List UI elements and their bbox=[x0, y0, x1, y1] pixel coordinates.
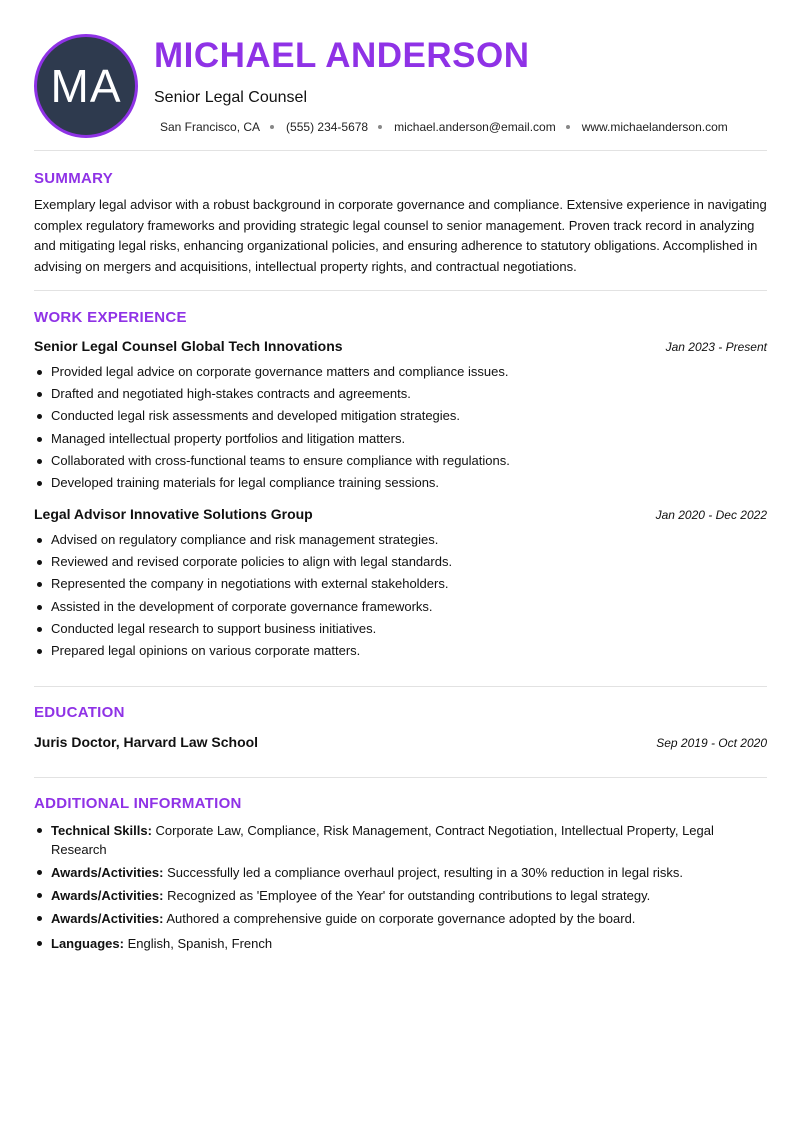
separator-dot-icon bbox=[378, 125, 382, 129]
list-item: Reviewed and revised corporate policies to align with legal standards. bbox=[34, 551, 767, 573]
list-item: Represented the company in negotiations with external stakeholders. bbox=[34, 573, 767, 595]
avatar bbox=[34, 34, 138, 138]
item-label: Awards/Activities: bbox=[51, 865, 164, 880]
additional-heading: ADDITIONAL INFORMATION bbox=[34, 795, 242, 812]
job-role: Senior Legal Counsel Global Tech Innovations bbox=[34, 338, 343, 354]
item-text: Recognized as 'Employee of the Year' for outstanding contributions to legal strategy. bbox=[167, 888, 651, 903]
job-bullets bbox=[34, 529, 767, 662]
job-bullets bbox=[34, 361, 767, 494]
item-label: Languages: bbox=[51, 936, 124, 951]
item-text: English, Spanish, French bbox=[127, 936, 273, 951]
avatar-initials: MA bbox=[50, 60, 122, 112]
candidate-name: MICHAEL ANDERSON bbox=[154, 36, 530, 75]
summary-text: Exemplary legal advisor with a robust background in corporate governance and compliance. Extensive experience in navigating complex regulatory frameworks and providing strategic legal counsel to senior management. Proven track record in analyzing and mitigating legal risks, enhancing organizational policies, and ensuring adherence to statutory obligations. Accomplished in advising on mergers and acquisitions, intellectual property rights, and contractual negotiations. bbox=[34, 197, 767, 274]
list-item bbox=[34, 934, 767, 953]
list-item: Provided legal advice on corporate governance matters and compliance issues. bbox=[34, 361, 767, 383]
list-item bbox=[34, 886, 767, 905]
list-item: Developed training materials for legal compliance training sessions. bbox=[34, 472, 767, 494]
item-label: Technical Skills: bbox=[51, 823, 152, 838]
list-item: Prepared legal opinions on various corporate matters. bbox=[34, 640, 767, 662]
contact-website: www.michaelanderson.com bbox=[581, 120, 728, 134]
contact-location: San Francisco, CA bbox=[160, 120, 261, 134]
separator-dot-icon bbox=[566, 125, 570, 129]
list-item: Advised on regulatory compliance and risk management strategies. bbox=[34, 529, 767, 551]
list-item bbox=[34, 909, 767, 928]
job-role: Legal Advisor Innovative Solutions Group bbox=[34, 506, 313, 522]
list-item bbox=[34, 863, 767, 882]
list-item: Conducted legal research to support business initiatives. bbox=[34, 618, 767, 640]
education-date: Sep 2019 - Oct 2020 bbox=[656, 736, 767, 750]
education-heading: EDUCATION bbox=[34, 704, 125, 721]
summary-heading: SUMMARY bbox=[34, 170, 114, 187]
education-degree: Juris Doctor, Harvard Law School bbox=[34, 734, 259, 750]
contact-line bbox=[160, 120, 728, 134]
section-divider bbox=[34, 777, 767, 778]
list-item: Drafted and negotiated high-stakes contracts and agreements. bbox=[34, 383, 767, 405]
item-label: Awards/Activities: bbox=[51, 888, 164, 903]
separator-dot-icon bbox=[270, 125, 274, 129]
list-item bbox=[34, 821, 767, 859]
section-divider bbox=[34, 150, 767, 151]
contact-phone: (555) 234-5678 bbox=[286, 120, 369, 134]
item-text: Corporate Law, Compliance, Risk Management, Contract Negotiation, Intellectual Property, Legal Research bbox=[51, 823, 714, 857]
section-divider bbox=[34, 686, 767, 687]
item-text: Successfully led a compliance overhaul project, resulting in a 30% reduction in legal risks. bbox=[167, 865, 684, 880]
list-item: Managed intellectual property portfolios and litigation matters. bbox=[34, 428, 767, 450]
job-date: Jan 2023 - Present bbox=[665, 340, 767, 354]
job-date: Jan 2020 - Dec 2022 bbox=[655, 508, 767, 522]
list-item: Collaborated with cross-functional teams to ensure compliance with regulations. bbox=[34, 450, 767, 472]
job-header bbox=[34, 338, 767, 356]
list-item: Conducted legal risk assessments and developed mitigation strategies. bbox=[34, 405, 767, 427]
candidate-title: Senior Legal Counsel bbox=[154, 89, 307, 106]
item-text: Authored a comprehensive guide on corporate governance adopted by the board. bbox=[166, 911, 636, 926]
experience-heading: WORK EXPERIENCE bbox=[34, 309, 187, 326]
list-item: Assisted in the development of corporate governance frameworks. bbox=[34, 596, 767, 618]
job-header bbox=[34, 506, 767, 524]
section-divider bbox=[34, 290, 767, 291]
additional-list bbox=[34, 821, 767, 957]
item-label: Awards/Activities: bbox=[51, 911, 164, 926]
education-entry bbox=[34, 734, 767, 752]
contact-email: michael.anderson@email.com bbox=[394, 120, 556, 134]
resume-header bbox=[34, 34, 767, 138]
